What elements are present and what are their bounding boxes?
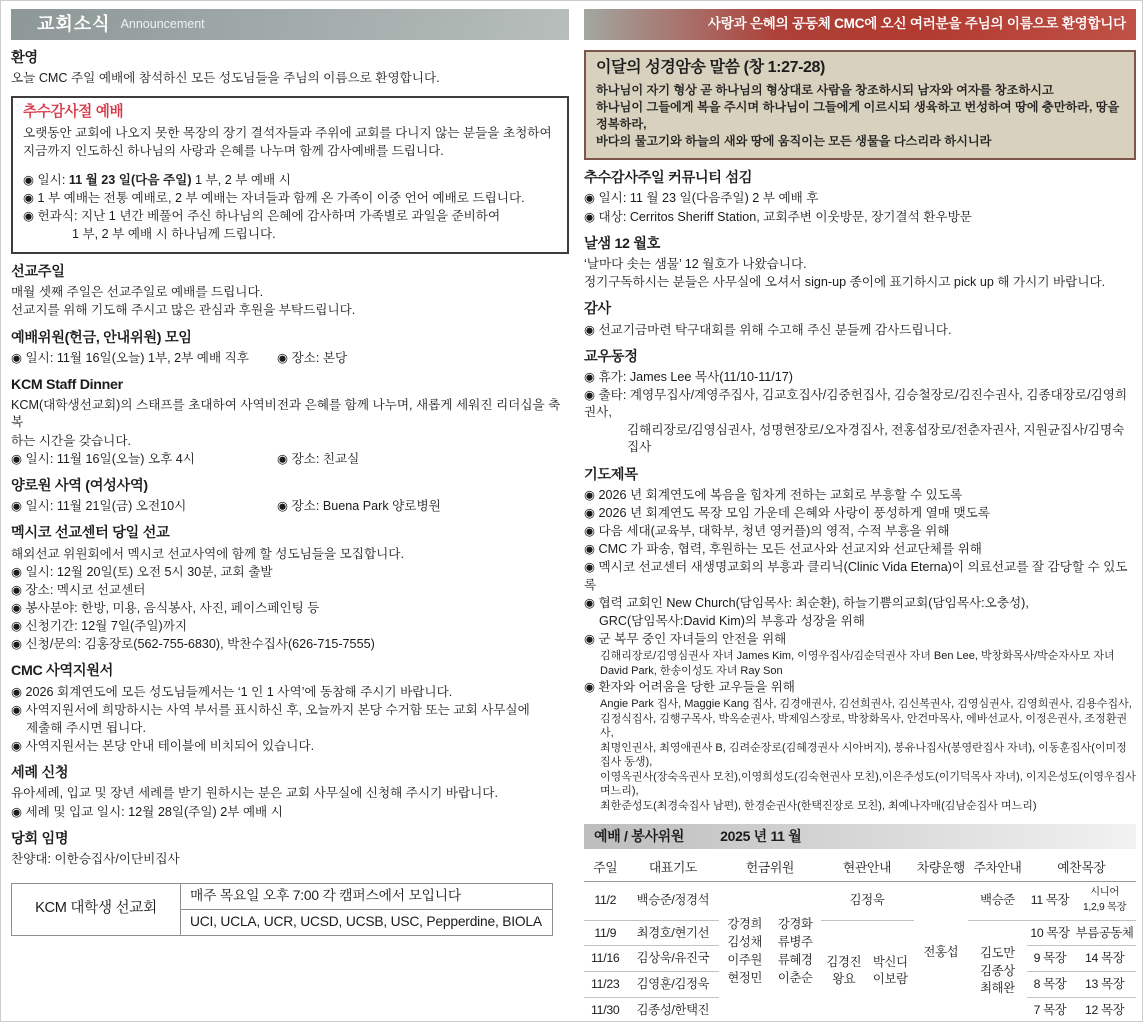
section-heading: 세례 신청 [11, 765, 69, 782]
section-ministry-application [11, 662, 569, 755]
prayer-names-line: Angie Park 집사, Maggie Kang 집사, 김경애권사, 김선희권사, 김신복권사, 김영심권사, 김영희권사, 김용수집사, [600, 698, 1132, 711]
body-line: 매월 셋째 주일은 선교주일로 예배를 드립니다. [11, 285, 264, 300]
when-line: ◉ 일시: 11월 21일(금) 오전10시 [11, 499, 187, 514]
section-heading: KCM Staff Dinner [11, 377, 123, 394]
section-heading: CMC 사역지원서 [11, 663, 114, 680]
bullet-line: ◉ 신청/문의: 김홍장로(562-755-6830), 박찬수집사(626-715-7555) [11, 637, 375, 652]
cell-mokjang-col2: 13 목장 [1073, 971, 1136, 997]
entrance-name: 이보람 [872, 972, 908, 987]
prayer-line: ◉ 환자와 어려움을 당한 교우들을 위해 [584, 680, 795, 695]
section-heading: 기도제목 [584, 466, 638, 483]
bullet-line: ◉ 선교기금마련 탁구대회를 위해 수고해 주신 분들께 감사드립니다. [584, 322, 952, 337]
section-prayer-topics [584, 466, 1136, 814]
body-line: 선교지를 위해 기도해 주시고 많은 관심과 후원을 부탁드립니다. [11, 303, 356, 318]
cell-prayer-leader: 김종성/한택진 [626, 997, 719, 1022]
section-heading: 추수감사주일 커뮤니티 섬김 [584, 170, 753, 187]
col-header-driving: 차량운행 [914, 854, 969, 881]
box-desc-line: 오랫동안 교회에 나오지 못한 목장의 장기 결석자들과 주위에 교회를 다니지 않는 분들을 초청하여 [23, 126, 552, 141]
prayer-names-line: 김정식집사, 김행구목사, 박옥순권사, 박제임스장로, 박창화목사, 안건마목사, 에바선교사, 이정은권사, 조정환권사, [600, 712, 1128, 740]
cell-offering-col1 [719, 881, 770, 1022]
bullet-cont-line: 김해리장로/김영심권사, 성명현장로/오자경집사, 전홍섭장로/전춘자권사, 지원균집사/김명숙집사 [627, 423, 1125, 455]
section-heading: 환영 [11, 50, 38, 66]
cell-mokjang-col2: 부름공동체 [1073, 920, 1136, 946]
entrance-name: 박신디 [872, 954, 908, 969]
body-line: 유아세례, 입교 및 장년 세례를 받기 원하시는 분은 교회 사무실에 신청해 주시기 바랍니다. [11, 786, 498, 801]
table-row [584, 920, 1136, 946]
kcm-table-label: KCM 대학생 선교회 [12, 884, 181, 935]
box-title: 추수감사절 예배 [23, 104, 124, 121]
prayer-line: ◉ 군 복무 중인 자녀들의 안전을 위해 [584, 631, 787, 646]
section-thanks [584, 300, 1136, 338]
box-bullet: ◉ 헌과식: 지난 1 년간 베풀어 주신 하나님의 은혜에 감사하며 가족별로 과일을 준비하여 [23, 208, 501, 223]
parking-name: 김종상 [980, 963, 1015, 978]
section-heading: 당회 임명 [11, 830, 69, 847]
offering-name: 이춘순 [777, 970, 813, 985]
offering-name: 강경희 [727, 917, 763, 932]
section-community-service [584, 169, 1136, 226]
prayer-line: ◉ 다음 세대(교육부, 대학부, 청년 영커플)의 영적, 수적 부흥을 위해 [584, 524, 950, 539]
bullet-prefix: ◉ 일시: [23, 172, 69, 187]
cell-parking-rest [968, 920, 1027, 1022]
service-table-month: 2025 년 11 월 [720, 828, 802, 845]
cell-prayer-leader: 최경호/현기선 [626, 920, 719, 946]
kcm-table-row: UCI, UCLA, UCR, UCSD, UCSB, USC, Pepperdine, BIOLA [190, 913, 542, 929]
bullet-line: ◉ 장소: 멕시코 선교센터 [11, 582, 146, 597]
section-heading: 멕시코 선교센터 당일 선교 [11, 525, 170, 542]
bullet-line: ◉ 사역지원서에 희망하시는 사역 부서를 표시하신 후, 오늘까지 본당 수거함 또는 교회 사무실에 [11, 702, 530, 717]
prayer-names-line: 이영옥권사(장숙옥권사 모친),이영희성도(김숙현권사 모친),이은주성도(이기덕목사 자녀), 이지은성도(이영우집사 며느리), [600, 770, 1136, 798]
cell-mokjang-col2: 14 목장 [1073, 946, 1136, 972]
when-line: ◉ 일시: 11월 16일(오늘) 1부, 2부 예배 직후 [11, 350, 249, 365]
bullet-line: ◉ 신청기간: 12월 7일(주일)까지 [11, 619, 188, 634]
box-desc-line: 지금까지 인도하신 하나님의 사랑과 은혜를 나누며 함께 감사예배를 드립니다. [23, 144, 444, 159]
prayer-line: ◉ 협력 교회인 New Church(담임목사: 최순환), 하늘기쁨의교회(담임목사:오충성), [584, 595, 1029, 610]
scripture-line: 하나님이 그들에게 복을 주시며 하나님이 그들에게 이르시되 생육하고 번성하여 땅에 충만하라, 땅을 정복하라, [596, 99, 1120, 131]
section-heading: 교우동정 [584, 348, 638, 365]
section-mexico-mission [11, 524, 569, 653]
mokjang-label: 시니어 [1090, 886, 1120, 898]
cell-date: 11/9 [584, 920, 626, 946]
bullet-line: ◉ 일시: 12월 20일(토) 오전 5시 30분, 교회 출발 [11, 564, 273, 579]
where-line: ◉ 장소: Buena Park 양로병원 [277, 499, 441, 514]
when-line: ◉ 일시: 11월 16일(오늘) 오후 4시 [11, 451, 195, 466]
page-subtitle: Announcement [120, 17, 205, 31]
cell-mokjang-col1: 9 목장 [1027, 946, 1074, 972]
welcome-banner-text: 사랑과 은혜의 공동체 CMC에 오신 여러분을 주님의 이름으로 환영합니다 [707, 16, 1126, 32]
bullet-line: ◉ 대상: Cerritos Sheriff Station, 교회주변 이웃방문, 장기결석 환우방문 [584, 209, 972, 224]
section-heading: 선교주일 [11, 264, 65, 281]
col-header-date: 주일 [584, 854, 626, 881]
scripture-box [584, 50, 1136, 160]
prayer-line: ◉ 2026 년 회계연도에 복음을 힘차게 전하는 교회로 부흥할 수 있도록 [584, 487, 963, 502]
box-bullet: ◉ 1 부 예배는 전통 예배로, 2 부 예배는 자녀들과 함께 온 가족이 이중 언어 예배로 드립니다. [23, 190, 525, 205]
prayer-cont-line: GRC(담임목사:David Kim)의 부흥과 성장을 위해 [599, 613, 865, 628]
kcm-campus-table [11, 883, 553, 936]
body-line: 정기구독하시는 분들은 사무실에 오셔서 sign-up 종이에 표기하시고 pick up 해 가시기 바랍니다. [584, 275, 1106, 290]
scripture-title: 이달의 성경암송 말씀 (창 1:27-28) [596, 59, 825, 76]
col-header-parking: 주차안내 [968, 854, 1027, 881]
mokjang-label: 1,2,9 목장 [1082, 901, 1127, 913]
cell-date: 11/23 [584, 971, 626, 997]
body-line: 해외선교 위원회에서 멕시코 선교사역에 함께 할 성도님들을 모집합니다. [11, 546, 404, 561]
cell-mokjang-col1: 7 목장 [1027, 997, 1074, 1022]
service-table [584, 854, 1136, 1022]
prayer-names-line: David Park, 한송이성도 자녀 Ray Son [600, 664, 783, 677]
prayer-line: ◉ 2026 년 회계연도 목장 모임 가운데 은혜와 사랑이 풍성하게 열매 맺도록 [584, 506, 990, 520]
offering-name: 류병주 [777, 935, 813, 950]
section-ushers-meeting [11, 329, 569, 367]
bullet-line: ◉ 휴가: James Lee 목사(11/10-11/17) [584, 369, 793, 384]
cell-date: 11/2 [594, 893, 617, 908]
kcm-table-row: 매주 목요일 오후 7:00 각 캠퍼스에서 모입니다 [181, 884, 552, 910]
left-column [11, 9, 569, 1017]
bullet-cont-line: 제출해 주시면 됩니다. [26, 720, 146, 735]
where-line: ◉ 장소: 본당 [277, 350, 348, 365]
service-table-titlebar [584, 824, 1136, 849]
section-nalsaem [584, 235, 1136, 292]
cell-mokjang-col2: 12 목장 [1073, 997, 1136, 1022]
bullet-line: ◉ 사역지원서는 본당 안내 테이블에 비치되어 있습니다. [11, 739, 315, 754]
cell-offering-col2 [770, 881, 821, 1022]
welcome-body: 오늘 CMC 주일 예배에 참석하신 모든 성도님들을 주님의 이름으로 환영합니다. [11, 71, 440, 86]
prayer-line: ◉ 멕시코 선교센터 새생명교회의 부흥과 클리닉(Clinic Vida Eterna)이 의료선교를 잘 감당할 수 있도록 [584, 560, 1128, 592]
cell-entrance-col2 [867, 920, 914, 1022]
left-header-band [11, 9, 569, 40]
thanksgiving-box [11, 96, 569, 254]
parking-name: 김도만 [980, 945, 1015, 960]
cell-prayer-leader: 김영훈/김정욱 [626, 971, 719, 997]
offering-name: 이주원 [727, 953, 763, 968]
section-heading: 양로원 사역 (여성사역) [11, 477, 148, 494]
right-column [584, 9, 1136, 1017]
bullet-line: ◉ 세례 및 입교 일시: 12월 28일(주일) 2부 예배 시 [11, 804, 283, 819]
cell-driving: 전홍섭 [923, 944, 959, 959]
cell-date: 11/30 [584, 997, 626, 1022]
box-bullet-datetime [23, 172, 557, 189]
section-welcome [11, 49, 569, 87]
table-row [584, 881, 1136, 920]
page-title: 교회소식 [37, 14, 111, 35]
cell-parking-first: 백승준 [980, 893, 1015, 908]
body-line: 찬양대: 이한승집사/이단비집사 [11, 852, 180, 867]
where-line: ◉ 장소: 친교실 [277, 451, 360, 466]
cell-prayer-leader: 백승준/정경석 [636, 893, 710, 908]
body-line: ‘날마다 솟는 샘물’ 12 월호가 나왔습니다. [584, 256, 807, 271]
cell-mokjang-col2 [1073, 881, 1136, 920]
cell-entrance-col1 [821, 920, 868, 1022]
cell-mokjang-col1: 8 목장 [1027, 971, 1074, 997]
section-mission-sunday [11, 263, 569, 320]
prayer-names-line: 최명인권사, 최영애권사 B, 김려순장로(김혜경권사 시아버지), 봉유나집사(봉영란집사 자녀), 이동훈집사(이미정집사 동생), [600, 741, 1127, 769]
parking-name: 최해완 [980, 981, 1015, 996]
body-line: KCM(대학생선교회)의 스태프를 초대하여 사역비전과 은혜를 함께 나누며, 새롭게 세워진 리더십을 축복 [11, 398, 561, 430]
section-heading: 날샘 12 월호 [584, 235, 661, 252]
service-table-header-row [584, 854, 1136, 881]
offering-name: 현정민 [727, 970, 763, 985]
bullet-bold-date: 11 월 23 일(다음 주일) [68, 172, 192, 187]
bullet-suffix: 1 부, 2 부 예배 시 [191, 172, 291, 187]
col-header-mokjang: 예찬목장 [1027, 854, 1136, 881]
service-table-title: 예배 / 봉사위원 [594, 828, 685, 845]
scripture-line: 바다의 물고기와 하늘의 새와 땅에 움직이는 모든 생물을 다스리라 하시니라 [596, 133, 992, 148]
bullet-line: ◉ 출타: 계영무집사/계영주집사, 김교호집사/김중헌집사, 김승철장로/김진수권사, 김종대장로/김영희권사, [584, 388, 1128, 420]
section-session-appointment [11, 830, 569, 868]
right-header-band [584, 9, 1136, 40]
cell-prayer-leader: 김상욱/유진국 [626, 946, 719, 972]
section-heading: 감사 [584, 301, 611, 318]
scripture-line: 하나님이 자기 형상 곧 하나님의 형상대로 사람을 창조하시되 남자와 여자를 창조하시고 [596, 82, 1054, 97]
cell-entrance-first: 김정욱 [849, 893, 885, 908]
section-baptism [11, 764, 569, 821]
offering-name: 류혜경 [777, 953, 813, 968]
section-kcm-staff-dinner [11, 376, 569, 468]
bullet-line: ◉ 봉사분야: 한방, 미용, 음식봉사, 사진, 페이스페인팅 등 [11, 600, 320, 615]
entrance-name: 왕요 [832, 972, 856, 987]
bullet-line: ◉ 2026 회계연도에 모든 성도님들께서는 ‘1 인 1 사역’에 동참해 주시기 바랍니다. [11, 684, 453, 699]
col-header-entrance: 현관안내 [821, 854, 914, 881]
prayer-names-line: 최한준성도(최경숙집사 남편), 한경순권사(한택진장로 모친), 최예나자매(김남순집사 며느리) [600, 799, 1037, 812]
col-header-offering: 헌금위원 [719, 854, 820, 881]
section-nursing-home [11, 477, 569, 515]
entrance-name: 김경진 [826, 954, 862, 969]
body-line: 하는 시간을 갖습니다. [11, 433, 131, 448]
col-header-prayer: 대표기도 [626, 854, 719, 881]
prayer-line: ◉ CMC 가 파송, 협력, 후원하는 모든 선교사와 선교지와 선교단체를 위해 [584, 542, 982, 557]
offering-name: 강경화 [777, 917, 813, 932]
section-heading: 예배위원(헌금, 안내위원) 모임 [11, 329, 192, 346]
cell-mokjang-col1: 10 목장 [1027, 920, 1074, 946]
offering-name: 김성채 [727, 935, 763, 950]
box-bullet-cont: 1 부, 2 부 예배 시 하나님께 드립니다. [72, 226, 276, 241]
bullet-line: ◉ 일시: 11 월 23 일(다음주일) 2 부 예배 후 [584, 191, 819, 206]
cell-mokjang-col1: 11 목장 [1030, 893, 1070, 908]
section-member-news [584, 348, 1136, 457]
cell-date: 11/16 [584, 946, 626, 972]
prayer-names-line: 김해리장로/김영심권사 자녀 James Kim, 이영우집사/김순덕권사 자녀 Ben Lee, 박창화목사/박순자사모 자녀 [600, 650, 1115, 662]
